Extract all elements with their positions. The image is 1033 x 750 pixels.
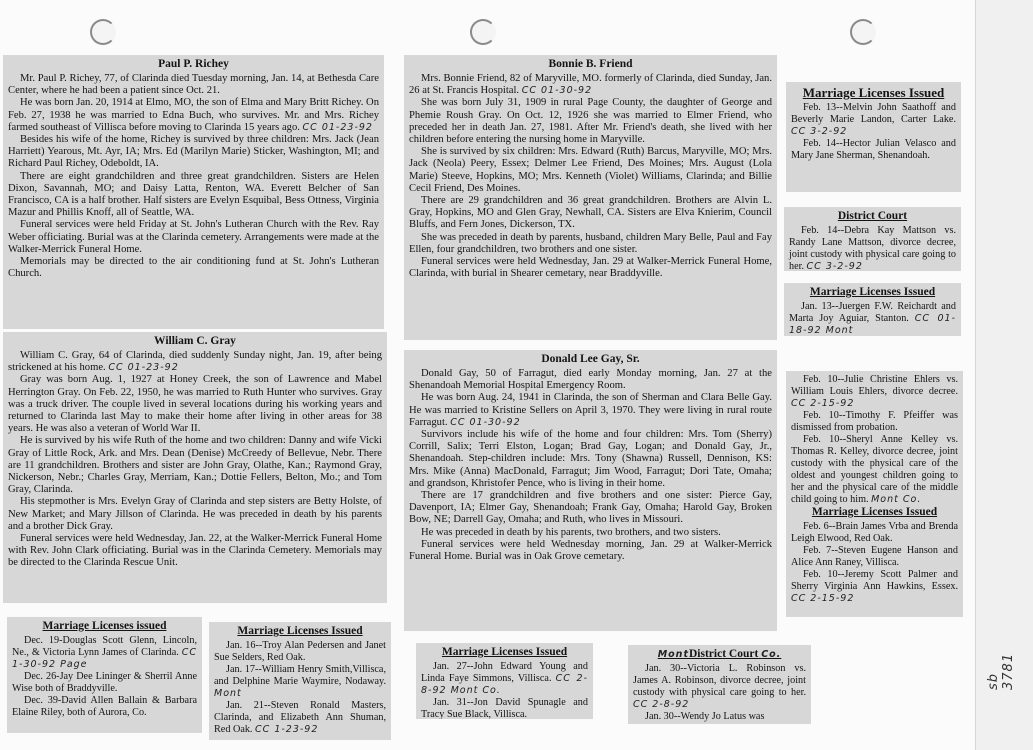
handwritten-note: CC 2-8-92 xyxy=(633,699,690,710)
handwritten-note: CC 2-15-92 xyxy=(791,398,855,409)
archive-stamp: sb 3781 xyxy=(986,652,1016,690)
license-entry: Jan. 16--Troy Alan Pedersen and Janet Sue Selders, Red Oak. xyxy=(214,640,386,663)
court-entry: Feb. 10--Julie Christine Ehlers vs. William Louis Ehlers, divorce decree. CC 2-15-92 xyxy=(791,374,958,409)
license-entry: Feb. 10--Jeremy Scott Palmer and Sherry Virginia Ann Hawkins, Essex. CC 2-15-92 xyxy=(791,569,958,604)
court-entry: Feb. 10--Timothy F. Pfeiffer was dismissed from probation. xyxy=(791,410,958,433)
obit-paragraph: Gray was born Aug. 1, 1927 at Honey Creek, the son of Lawrence and Mabel Herrington Gray. On Feb. 22, 1950, he was married to Ruth Hunter who survives. Gray was a truck driver. The couple lived in several locations during his working years and returned to Clarinda last May to make their home after living in other areas for 38 years. He was also a veteran of World War II. xyxy=(8,374,382,435)
court-entry: Jan. 30--Victoria L. Robinson vs. James A. Robinson, divorce decree, joint custody with physical care going to her. CC 2-8-92 xyxy=(633,663,806,710)
obit-paragraph: There are eight grandchildren and three great grandchildren. Sisters are Helen Dixon, Savannah, MO; and Daisy Latta, Renton, WA. Everett Belcher of San Francisco, CA is a half brother. Half sisters are Evelyn Esquibal, Bess Ottness, Virginia Mazur and Phillis Knoff, all of Seattle, WA. xyxy=(8,170,379,219)
binder-hole xyxy=(90,19,116,45)
handwritten-note: CC 01-18-92 Mont xyxy=(789,313,956,336)
court-entry: Feb. 10--Sheryl Anne Kelley vs. Thomas R. Kelley, divorce decree, joint custody with the physical care of the oldest and youngest children going to her and the physical care of the middle child going to him. Mont Co. xyxy=(791,434,958,505)
handwritten-note: CC 01-30-92 xyxy=(450,416,521,428)
obituary-friend xyxy=(404,55,777,340)
obit-paragraph: Funeral services were held Friday at St. John's Lutheran Church with the Rev. Ray Weber officiating. Burial was at the Clarinda cemetery. Arrangements were made at the Walker-Merrick Funeral Home. xyxy=(8,219,379,255)
handwritten-note: CC 2-15-92 xyxy=(791,593,855,604)
handwritten-note: CC 01-23-92 xyxy=(108,362,179,374)
handwritten-note: CC 1-23-92 xyxy=(255,724,319,735)
clipping-title: District Court xyxy=(837,210,908,222)
obit-paragraph: She was born July 31, 1909 in rural Page County, the daughter of George and Phemie Roush Gray. On Oct. 12, 1926 she was married to Elmer Friend, who preceded her in death Jan. 27, 1981. After Mr. Friend's death, she lived with her children before entering the nursing home in Maryville. xyxy=(409,97,772,146)
obituary-title: William C. Gray xyxy=(154,335,236,347)
handwritten-note: Mont xyxy=(657,649,689,660)
license-entry: Dec. 26-Jay Dee Lininger & Sherril Anne Wise both of Braddyville. xyxy=(12,671,197,694)
marriage-licenses-clipping xyxy=(209,622,391,740)
license-entry: Jan. 31--Jon David Spunagle and Tracy Sue Black, Villisca. xyxy=(421,697,588,719)
obit-paragraph: He was born Aug. 24, 1941 in Clarinda, the son of Sherman and Clara Belle Gay. He was married to Kristine Sellers on April 3, 1970. They were living in rural route Farragut. CC 01-30-92 xyxy=(409,392,772,428)
obit-paragraph: Donald Gay, 50 of Farragut, died early Monday morning, Jan. 27 at the Shenandoah Memorial Hospital Emergency Room. xyxy=(409,368,772,392)
obituary-gay xyxy=(404,350,777,631)
obit-paragraph: She is survived by six children: Mrs. Edward (Ruth) Barcus, Maryville, MO; Mrs. Jack (Neola) Peery, Essex; Delmer Lee Friend, Des Moines; Mrs. August (Lola Marie) Steeve, Hopkins, MO; Mrs. Kenneth (Violet) Williams, Clarinda; and Billie Cecil Friend, Des Moines. xyxy=(409,146,772,194)
obit-paragraph: He was preceded in death by his parents, two brothers, and two sisters. xyxy=(421,526,721,538)
obituary-title: Bonnie B. Friend xyxy=(548,58,633,70)
district-court-clipping xyxy=(784,207,961,271)
obit-paragraph: His stepmother is Mrs. Evelyn Gray of Clarinda and step sisters are Betty Holste, of New Market; and Mary Jillson of Clarinda. He was preceded in death by his parents and a brother Dick Gray. xyxy=(8,496,382,532)
license-entry: Jan. 13--Juergen F.W. Reichardt and Marta Joy Aguiar, Stanton. CC 01-18-92 Mont xyxy=(789,301,956,336)
obit-paragraph: Mrs. Bonnie Friend, 82 of Maryville, MO. formerly of Clarinda, died Sunday, Jan. 26 at St. Francis Hospital. CC 01-30-92 xyxy=(409,73,772,97)
obit-paragraph: There are 29 grandchildren and 36 great grandchildren. Brothers are Alvin L. Gray, Hopkins, MO and Glen Gray, Newhall, CA. Sisters are Elva Knierim, Council Bluffs, and Fern Jones, Dickerson, TX. xyxy=(409,195,772,231)
clipping-title: Marriage Licenses issued xyxy=(42,620,167,632)
binder-hole xyxy=(850,19,876,45)
handwritten-note: CC 01-30-92 xyxy=(521,85,593,97)
clipping-title: Marriage Licenses Issued xyxy=(237,625,363,637)
obituary-title: Donald Lee Gay, Sr. xyxy=(541,353,640,365)
handwritten-note: Mont Co. xyxy=(871,494,922,505)
license-entry: Feb. 13--Melvin John Saathoff and Beverly Marie Landon, Carter Lake. CC 3-2-92 xyxy=(791,102,956,137)
handwritten-note: CC 01-23-92 xyxy=(302,121,373,133)
clipping-title: Marriage Licenses Issued xyxy=(811,506,938,518)
license-entry: Feb. 7--Steven Eugene Hanson and Alice Ann Raney, Villisca. xyxy=(791,545,958,568)
handwritten-note: CC 3-2-92 xyxy=(806,261,863,271)
obit-paragraph: Funeral services were held Wednesday, Jan. 22, at the Walker-Merrick Funeral Home with Rev. John Clark officiating. Burial was in the Clarinda Cemetery. Memorials may be directed to the Clarinda Rescue Unit. xyxy=(8,533,382,569)
handwritten-note: Co. xyxy=(761,649,782,660)
district-court-clipping xyxy=(628,645,811,724)
handwritten-note: CC 2-8-92 Mont Co. xyxy=(421,673,589,696)
license-entry: Dec. 39-David Allen Ballain & Barbara Elaine Riley, both of Aurora, Co. xyxy=(12,695,197,718)
court-and-licenses-clipping xyxy=(786,371,963,617)
obit-paragraph: Survivors include his wife of the home and four children: Mrs. Tom (Sherry) Corrill, Salix; Terri Elston, Logan; Brad Gay, Logan; and Donald Gay, Jr., Shenandoah. Step-children include: Mrs. Tony (Shawna) Russell, Dennison, KS: Mrs. Mike (Anna) MacDonald, Farragut; Jim Wood, Farragut; Dori Tate, Omaha; and grandson, Khristofer Pence, who is living in their home. xyxy=(409,429,772,489)
license-entry: Jan. 27--John Edward Young and Linda Faye Simmons, Villisca. CC 2-8-92 Mont Co. xyxy=(421,661,589,696)
handwritten-note: CC 1-30-92 Page xyxy=(12,647,197,670)
obit-paragraph: Funeral services were held Wednesday morning, Jan. 29 at Walker-Merrick Funeral Home. Burial was in Oak Grove cemetary. xyxy=(409,538,772,563)
marriage-licenses-clipping xyxy=(786,82,961,192)
clipping-title: Marriage Licenses Issued xyxy=(441,646,568,658)
obituary-richey xyxy=(3,55,384,329)
binder-hole xyxy=(470,19,496,45)
license-entry: Jan. 17--William Henry Smith,Villisca, and Delphine Marie Waymire, Nodaway. Mont xyxy=(214,664,386,699)
obit-paragraph: Memorials may be directed to the air conditioning fund at St. John's Lutheran Church. xyxy=(8,256,379,280)
marriage-licenses-clipping xyxy=(416,643,593,719)
handwritten-note: Mont xyxy=(214,688,242,699)
obit-paragraph: She was preceded in death by parents, husband, children Mary Belle, Paul and Fay Ellen, four grandchildren, two brothers and one sister. xyxy=(409,231,772,255)
license-entry: Feb. 6--Brain James Vrba and Brenda Leigh Elwood, Red Oak. xyxy=(791,521,958,544)
marriage-licenses-clipping xyxy=(7,617,202,733)
obit-paragraph: There are 17 grandchildren and five brothers and one sister: Pierce Gay, Davenport, IA; Elmer Gay, Shenandoah; Frank Gay, Omaha; Harold Gay, Broken Bow, NE; Darrell Gay, Omaha; and Ruth, who lives in Missouri. xyxy=(409,490,772,526)
handwritten-note: CC 3-2-92 xyxy=(791,126,848,137)
page-margin xyxy=(975,0,1033,750)
obit-paragraph: William C. Gray, 64 of Clarinda, died suddenly Sunday night, Jan. 19, after being strickened at his home. CC 01-23-92 xyxy=(8,350,382,374)
court-entry: Feb. 14--Debra Kay Mattson vs. Randy Lane Mattson, divorce decree, joint custody with physical care going to her. CC 3-2-92 xyxy=(789,225,956,271)
obit-paragraph: Mr. Paul P. Richey, 77, of Clarinda died Tuesday morning, Jan. 14, at Bethesda Care Center, where he had been a patient since Oct. 21. xyxy=(8,73,379,97)
clipping-title: Marriage Licenses Issued xyxy=(809,286,936,298)
obit-paragraph: Funeral services were held Wednesday, Jan. 29 at Walker-Merrick Funeral Home, Clarinda, with burial in Shearer cemetary, near Braddyville. xyxy=(409,256,772,280)
obituary-gray xyxy=(3,332,387,603)
license-entry: Dec. 19-Douglas Scott Glenn, Lincoln, Ne., & Victoria Lynn James of Clarinda. CC 1-30-92 Page xyxy=(12,635,197,670)
obit-paragraph: He is survived by his wife Ruth of the home and two children: Danny and wife Vicki Gray of Little Rock, Ark. and Mrs. Dean (Denise) McCreedy of Bellevue, Nebr. There are 11 grandchildren. Brothers and sister are John Gray, Olathe, Kan.; Raymond Gray, Nickerson, Nebr.; Charles Gray, Merriam, Kan.; Dottie Fellers, Belton, Mo.; and Tom Gray, Clarinda. xyxy=(8,435,382,496)
clipping-title: Marriage Licenses Issued xyxy=(802,85,945,100)
license-entry: Feb. 14--Hector Julian Velasco and Mary Jane Sherman, Shenandoah. xyxy=(791,138,956,161)
license-entry: Jan. 21--Steven Ronald Masters, Clarinda, and Elizabeth Ann Shuman, Red Oak. CC 1-23-92 xyxy=(214,700,386,735)
court-entry: Jan. 30--Wendy Jo Latus was xyxy=(645,711,765,722)
obit-paragraph: Besides his wife of the home, Richey is survived by three children: Mrs. Jack (Jean Harriett) Yearous, Mt. Ayr, IA; Mrs. Ed (Marilyn Marie) Sticker, Washington, MI; and Richard Paul Richey, Odeboldt, IA. xyxy=(8,134,379,170)
clipping-title: MontDistrict Court Co. xyxy=(657,648,782,660)
marriage-licenses-clipping xyxy=(784,283,961,336)
obituary-title: Paul P. Richey xyxy=(158,58,229,70)
obit-paragraph: He was born Jan. 20, 1914 at Elmo, MO, the son of Elma and Mary Britt Richey. On Feb. 27, 1938 he was married to Edna Buch, who survives. Mr. and Mrs. Richey farmed southeast of Villisca before moving to Clarinda 15 years ago. CC 01-23-92 xyxy=(8,97,379,133)
